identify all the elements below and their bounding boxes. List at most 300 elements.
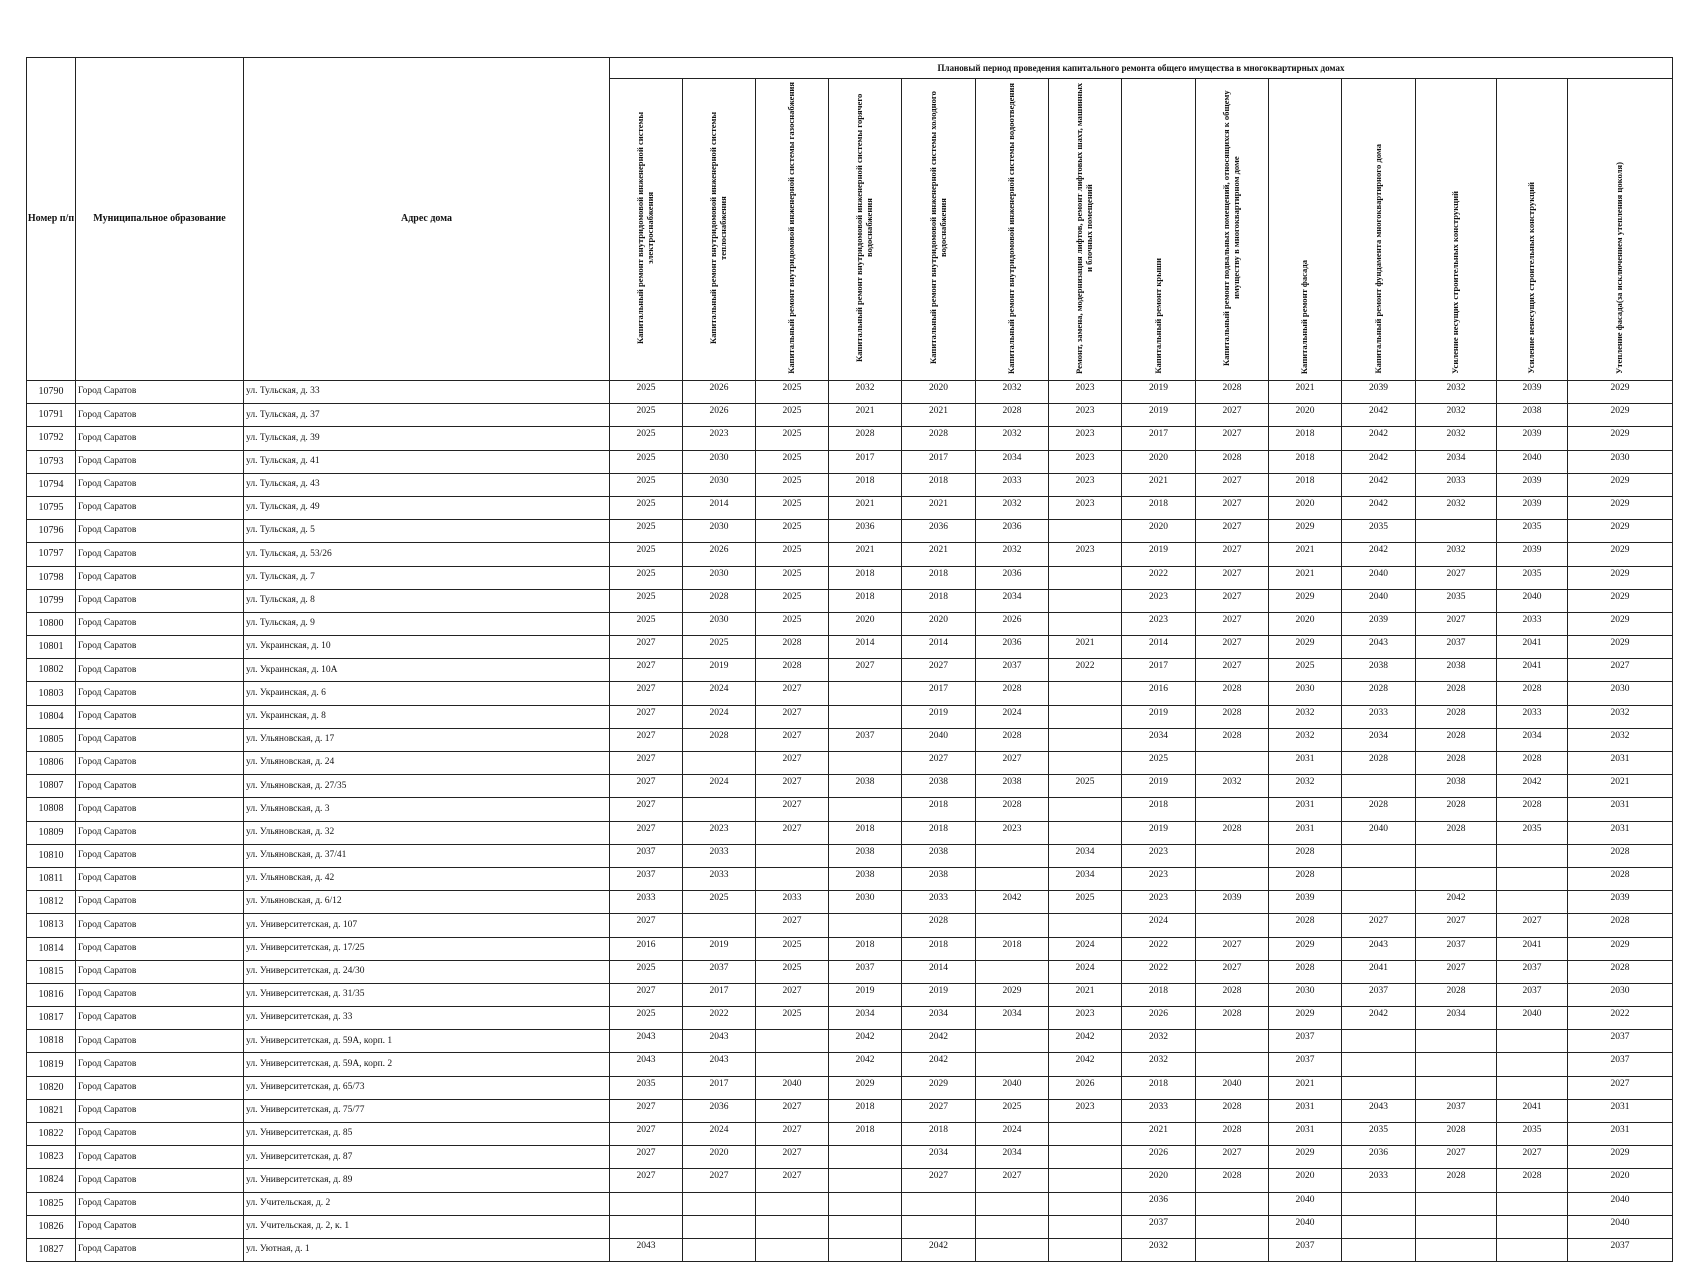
row-year-cell: 2027 — [1497, 914, 1568, 937]
row-year-cell: 2018 — [1269, 450, 1342, 473]
row-year-cell: 2022 — [1568, 1007, 1673, 1030]
row-year-cell: 2038 — [902, 867, 976, 890]
row-year-cell — [1049, 520, 1122, 543]
row-year-cell: 2037 — [1416, 1099, 1497, 1122]
row-year-cell: 2020 — [1269, 404, 1342, 427]
row-year-cell: 2033 — [1497, 705, 1568, 728]
row-year-cell: 2017 — [829, 450, 902, 473]
table-row — [27, 381, 1673, 404]
row-year-cell: 2027 — [756, 914, 829, 937]
row-municipality: Город Саратов — [76, 520, 244, 543]
row-year-cell — [829, 705, 902, 728]
table-row — [27, 543, 1673, 566]
row-municipality: Город Саратов — [76, 960, 244, 983]
row-year-cell: 2032 — [1269, 705, 1342, 728]
row-year-cell: 2033 — [976, 473, 1049, 496]
row-number: 10824 — [27, 1169, 76, 1192]
row-year-cell — [756, 1053, 829, 1076]
row-year-cell: 2033 — [1342, 705, 1416, 728]
row-year-cell — [829, 682, 902, 705]
row-address: ул. Тульская, д. 43 — [244, 473, 610, 496]
row-year-cell: 2027 — [610, 1169, 683, 1192]
row-year-cell: 2018 — [902, 821, 976, 844]
row-year-cell: 2043 — [683, 1030, 756, 1053]
row-year-cell — [1049, 1169, 1122, 1192]
row-year-cell: 2028 — [1568, 867, 1673, 890]
row-year-cell: 2029 — [829, 1076, 902, 1099]
row-year-cell: 2029 — [1568, 612, 1673, 635]
row-number: 10803 — [27, 682, 76, 705]
row-year-cell: 2026 — [683, 543, 756, 566]
table-row — [27, 844, 1673, 867]
row-year-cell: 2042 — [902, 1030, 976, 1053]
row-year-cell: 2033 — [1497, 612, 1568, 635]
row-year-cell: 2033 — [1342, 1169, 1416, 1192]
row-municipality: Город Саратов — [76, 891, 244, 914]
row-year-cell — [1342, 844, 1416, 867]
row-municipality: Город Саратов — [76, 1053, 244, 1076]
row-year-cell: 2026 — [683, 381, 756, 404]
row-number: 10794 — [27, 473, 76, 496]
row-year-cell: 2020 — [1122, 450, 1196, 473]
col-header-work-type — [610, 79, 683, 381]
row-year-cell: 2025 — [610, 566, 683, 589]
row-year-cell: 2029 — [1568, 496, 1673, 519]
row-year-cell: 2028 — [976, 404, 1049, 427]
row-year-cell: 2028 — [976, 728, 1049, 751]
row-year-cell: 2028 — [1196, 983, 1269, 1006]
row-year-cell: 2018 — [976, 937, 1049, 960]
row-year-cell — [1049, 914, 1122, 937]
table-row — [27, 914, 1673, 937]
row-municipality: Город Саратов — [76, 381, 244, 404]
row-year-cell: 2030 — [683, 612, 756, 635]
row-year-cell: 2027 — [1568, 659, 1673, 682]
row-year-cell: 2023 — [1122, 844, 1196, 867]
row-number: 10797 — [27, 543, 76, 566]
row-year-cell: 2023 — [1122, 867, 1196, 890]
row-year-cell — [1196, 752, 1269, 775]
row-year-cell — [1416, 1192, 1497, 1215]
row-year-cell: 2029 — [1568, 1146, 1673, 1169]
row-year-cell: 2037 — [1568, 1053, 1673, 1076]
row-year-cell: 2026 — [1049, 1076, 1122, 1099]
row-year-cell: 2024 — [683, 1123, 756, 1146]
row-year-cell: 2028 — [829, 427, 902, 450]
row-year-cell: 2021 — [1049, 636, 1122, 659]
row-year-cell: 2036 — [1342, 1146, 1416, 1169]
row-number: 10791 — [27, 404, 76, 427]
row-year-cell: 2025 — [756, 589, 829, 612]
row-year-cell: 2017 — [683, 983, 756, 1006]
row-year-cell: 2018 — [829, 1123, 902, 1146]
row-year-cell: 2024 — [1049, 937, 1122, 960]
work-type-label: Капитальный ремонт внутридомовой инженерной системы электроснабжения — [635, 111, 655, 345]
row-year-cell: 2019 — [902, 983, 976, 1006]
row-year-cell: 2043 — [610, 1053, 683, 1076]
row-year-cell: 2027 — [756, 1123, 829, 1146]
row-year-cell — [976, 1192, 1049, 1215]
row-year-cell: 2037 — [1342, 983, 1416, 1006]
row-year-cell: 2027 — [756, 821, 829, 844]
row-year-cell — [1342, 1215, 1416, 1238]
row-year-cell: 2027 — [610, 983, 683, 1006]
col-header-work-type — [1342, 79, 1416, 381]
row-year-cell: 2023 — [683, 821, 756, 844]
row-year-cell: 2040 — [756, 1076, 829, 1099]
row-address: ул. Тульская, д. 53/26 — [244, 543, 610, 566]
row-year-cell: 2028 — [1342, 752, 1416, 775]
row-year-cell: 2027 — [610, 914, 683, 937]
row-year-cell: 2018 — [829, 589, 902, 612]
row-address: ул. Украинская, д. 6 — [244, 682, 610, 705]
row-year-cell: 2027 — [1416, 612, 1497, 635]
row-year-cell: 2019 — [902, 705, 976, 728]
row-year-cell: 2042 — [829, 1030, 902, 1053]
row-number: 10816 — [27, 983, 76, 1006]
row-year-cell: 2031 — [1269, 821, 1342, 844]
row-year-cell: 2024 — [683, 775, 756, 798]
row-year-cell: 2027 — [1196, 960, 1269, 983]
row-year-cell: 2020 — [1269, 496, 1342, 519]
row-year-cell: 2033 — [902, 891, 976, 914]
row-year-cell: 2025 — [756, 381, 829, 404]
row-year-cell: 2041 — [1497, 636, 1568, 659]
row-year-cell: 2036 — [976, 520, 1049, 543]
table-row — [27, 728, 1673, 751]
row-year-cell: 2020 — [902, 612, 976, 635]
row-number: 10822 — [27, 1123, 76, 1146]
row-year-cell: 2027 — [1196, 636, 1269, 659]
row-address: ул. Ульяновская, д. 37/41 — [244, 844, 610, 867]
row-year-cell: 2019 — [1122, 381, 1196, 404]
row-year-cell — [683, 798, 756, 821]
table-row — [27, 450, 1673, 473]
row-year-cell: 2021 — [829, 496, 902, 519]
row-year-cell: 2028 — [1196, 1123, 1269, 1146]
row-year-cell: 2037 — [829, 960, 902, 983]
row-year-cell: 2038 — [902, 775, 976, 798]
row-number: 10790 — [27, 381, 76, 404]
row-year-cell: 2033 — [683, 867, 756, 890]
row-year-cell: 2025 — [756, 612, 829, 635]
row-year-cell: 2038 — [976, 775, 1049, 798]
row-year-cell: 2034 — [976, 589, 1049, 612]
row-year-cell: 2037 — [1416, 636, 1497, 659]
row-year-cell: 2018 — [1122, 798, 1196, 821]
row-number: 10812 — [27, 891, 76, 914]
row-year-cell: 2028 — [1416, 682, 1497, 705]
row-year-cell — [683, 1215, 756, 1238]
table-row — [27, 1169, 1673, 1192]
row-year-cell: 2038 — [829, 775, 902, 798]
row-year-cell — [683, 1238, 756, 1261]
row-year-cell: 2029 — [1568, 520, 1673, 543]
row-year-cell: 2023 — [1049, 381, 1122, 404]
table-row — [27, 937, 1673, 960]
row-address: ул. Ульяновская, д. 27/35 — [244, 775, 610, 798]
row-year-cell: 2028 — [1196, 450, 1269, 473]
row-year-cell: 2032 — [1416, 496, 1497, 519]
row-year-cell: 2018 — [1122, 1076, 1196, 1099]
row-year-cell — [1497, 1030, 1568, 1053]
work-type-label: Капитальный ремонт внутридомовой инженерной системы горячего водоснабжения — [854, 93, 874, 363]
table-row — [27, 496, 1673, 519]
row-year-cell — [976, 1215, 1049, 1238]
row-year-cell — [1342, 1053, 1416, 1076]
row-address: ул. Учительская, д. 2, к. 1 — [244, 1215, 610, 1238]
table-row — [27, 1123, 1673, 1146]
row-year-cell: 2020 — [683, 1146, 756, 1169]
row-year-cell: 2016 — [610, 937, 683, 960]
table-row — [27, 1238, 1673, 1261]
row-year-cell: 2029 — [1568, 381, 1673, 404]
row-year-cell: 2043 — [610, 1238, 683, 1261]
row-year-cell — [829, 1238, 902, 1261]
row-year-cell: 2040 — [1342, 566, 1416, 589]
row-number: 10827 — [27, 1238, 76, 1261]
row-year-cell: 2041 — [1497, 659, 1568, 682]
row-address: ул. Ульяновская, д. 32 — [244, 821, 610, 844]
row-year-cell: 2035 — [1497, 566, 1568, 589]
row-year-cell: 2028 — [1568, 914, 1673, 937]
row-year-cell: 2042 — [976, 891, 1049, 914]
table-row — [27, 752, 1673, 775]
row-municipality: Город Саратов — [76, 1215, 244, 1238]
row-year-cell: 2037 — [1568, 1238, 1673, 1261]
row-year-cell: 2018 — [1269, 427, 1342, 450]
row-year-cell — [1196, 1053, 1269, 1076]
row-address: ул. Университетская, д. 24/30 — [244, 960, 610, 983]
row-year-cell: 2027 — [756, 1099, 829, 1122]
row-municipality: Город Саратов — [76, 473, 244, 496]
row-year-cell: 2025 — [610, 520, 683, 543]
row-year-cell: 2024 — [976, 705, 1049, 728]
row-year-cell: 2029 — [1269, 589, 1342, 612]
row-year-cell: 2014 — [683, 496, 756, 519]
row-year-cell: 2039 — [1497, 496, 1568, 519]
col-header-work-type — [683, 79, 756, 381]
row-year-cell: 2033 — [683, 844, 756, 867]
row-year-cell: 2042 — [902, 1238, 976, 1261]
row-year-cell: 2021 — [1269, 381, 1342, 404]
row-year-cell: 2023 — [1049, 427, 1122, 450]
row-year-cell: 2028 — [756, 659, 829, 682]
row-municipality: Город Саратов — [76, 589, 244, 612]
work-type-label: Капитальный ремонт внутридомовой инженерной системы холодного водоснабжения — [927, 91, 948, 365]
row-number: 10804 — [27, 705, 76, 728]
row-year-cell: 2018 — [829, 937, 902, 960]
row-year-cell: 2022 — [683, 1007, 756, 1030]
col-header-work-type — [756, 79, 829, 381]
row-year-cell: 2034 — [1416, 450, 1497, 473]
row-year-cell — [1049, 612, 1122, 635]
row-year-cell: 2027 — [1196, 496, 1269, 519]
row-year-cell: 2036 — [683, 1099, 756, 1122]
row-year-cell — [1049, 1123, 1122, 1146]
row-number: 10815 — [27, 960, 76, 983]
row-year-cell: 2025 — [756, 496, 829, 519]
row-address: ул. Тульская, д. 33 — [244, 381, 610, 404]
row-year-cell: 2028 — [1196, 682, 1269, 705]
row-address: ул. Тульская, д. 5 — [244, 520, 610, 543]
row-number: 10826 — [27, 1215, 76, 1238]
row-municipality: Город Саратов — [76, 404, 244, 427]
row-year-cell: 2028 — [1269, 960, 1342, 983]
row-municipality: Город Саратов — [76, 752, 244, 775]
row-year-cell: 2033 — [610, 891, 683, 914]
row-year-cell: 2024 — [683, 682, 756, 705]
row-municipality: Город Саратов — [76, 1192, 244, 1215]
capital-repair-schedule-sheet — [26, 57, 1673, 1262]
row-year-cell: 2018 — [829, 473, 902, 496]
row-address: ул. Тульская, д. 8 — [244, 589, 610, 612]
row-year-cell: 2025 — [610, 589, 683, 612]
col-header-work-type — [902, 79, 976, 381]
row-year-cell: 2038 — [902, 844, 976, 867]
row-year-cell: 2043 — [610, 1030, 683, 1053]
row-year-cell: 2035 — [1497, 520, 1568, 543]
row-year-cell: 2032 — [1568, 728, 1673, 751]
row-year-cell: 2024 — [976, 1123, 1049, 1146]
row-year-cell — [976, 1238, 1049, 1261]
row-year-cell: 2032 — [1269, 728, 1342, 751]
row-year-cell: 2019 — [1122, 821, 1196, 844]
row-year-cell: 2027 — [902, 752, 976, 775]
table-body — [27, 381, 1673, 1262]
row-year-cell: 2028 — [1416, 752, 1497, 775]
row-year-cell — [1196, 914, 1269, 937]
row-year-cell: 2039 — [1497, 381, 1568, 404]
row-municipality: Город Саратов — [76, 844, 244, 867]
row-year-cell: 2025 — [610, 404, 683, 427]
row-year-cell: 2027 — [610, 1123, 683, 1146]
row-year-cell — [1196, 1238, 1269, 1261]
row-year-cell: 2027 — [610, 705, 683, 728]
work-type-label: Капитальный ремонт фундамента многоквартирного дома — [1372, 144, 1383, 374]
row-year-cell: 2025 — [976, 1099, 1049, 1122]
row-year-cell: 2020 — [902, 381, 976, 404]
row-year-cell — [756, 867, 829, 890]
row-address: ул. Университетская, д. 85 — [244, 1123, 610, 1146]
row-year-cell: 2040 — [1196, 1076, 1269, 1099]
work-type-label: Капитальный ремонт внутридомовой инженерной системы теплоснабжения — [708, 111, 728, 345]
row-municipality: Город Саратов — [76, 821, 244, 844]
row-year-cell: 2034 — [976, 450, 1049, 473]
row-year-cell: 2034 — [1049, 844, 1122, 867]
row-year-cell — [1049, 566, 1122, 589]
row-year-cell: 2027 — [902, 659, 976, 682]
row-year-cell — [902, 1192, 976, 1215]
row-year-cell: 2017 — [902, 450, 976, 473]
row-year-cell: 2034 — [829, 1007, 902, 1030]
row-year-cell: 2028 — [1497, 1169, 1568, 1192]
row-year-cell: 2035 — [1342, 520, 1416, 543]
table-row — [27, 473, 1673, 496]
row-year-cell: 2039 — [1342, 612, 1416, 635]
row-year-cell — [1416, 1215, 1497, 1238]
row-year-cell — [1049, 589, 1122, 612]
row-year-cell: 2028 — [1196, 1169, 1269, 1192]
row-year-cell: 2028 — [1342, 682, 1416, 705]
row-year-cell: 2037 — [1416, 937, 1497, 960]
row-number: 10793 — [27, 450, 76, 473]
row-year-cell: 2037 — [1269, 1053, 1342, 1076]
row-year-cell: 2027 — [1497, 1146, 1568, 1169]
row-year-cell: 2027 — [756, 983, 829, 1006]
row-year-cell: 2018 — [1122, 983, 1196, 1006]
row-year-cell — [1049, 1192, 1122, 1215]
row-year-cell: 2029 — [1568, 473, 1673, 496]
row-year-cell — [1049, 728, 1122, 751]
work-type-label: Капитальный ремонт крыши — [1152, 258, 1163, 374]
row-year-cell: 2036 — [976, 566, 1049, 589]
row-year-cell: 2025 — [610, 1007, 683, 1030]
row-year-cell: 2025 — [610, 450, 683, 473]
row-year-cell: 2042 — [1049, 1053, 1122, 1076]
row-number: 10802 — [27, 659, 76, 682]
row-year-cell: 2030 — [683, 566, 756, 589]
row-municipality: Город Саратов — [76, 636, 244, 659]
row-address: ул. Университетская, д. 17/25 — [244, 937, 610, 960]
row-year-cell: 2029 — [1568, 543, 1673, 566]
row-year-cell: 2027 — [756, 682, 829, 705]
row-year-cell: 2025 — [610, 960, 683, 983]
row-year-cell: 2032 — [1269, 775, 1342, 798]
row-year-cell: 2030 — [1269, 983, 1342, 1006]
table-row — [27, 821, 1673, 844]
row-year-cell: 2027 — [610, 752, 683, 775]
row-year-cell: 2029 — [976, 983, 1049, 1006]
row-year-cell — [1196, 798, 1269, 821]
row-year-cell: 2021 — [902, 496, 976, 519]
row-year-cell: 2039 — [1497, 543, 1568, 566]
row-year-cell: 2030 — [1568, 450, 1673, 473]
row-year-cell: 2037 — [610, 844, 683, 867]
row-year-cell — [1196, 1030, 1269, 1053]
row-number: 10821 — [27, 1099, 76, 1122]
row-year-cell: 2028 — [756, 636, 829, 659]
row-year-cell: 2017 — [902, 682, 976, 705]
row-year-cell: 2027 — [610, 728, 683, 751]
row-municipality: Город Саратов — [76, 728, 244, 751]
row-year-cell: 2037 — [976, 659, 1049, 682]
row-year-cell: 2027 — [610, 682, 683, 705]
row-year-cell: 2028 — [1416, 821, 1497, 844]
row-year-cell: 2042 — [1342, 473, 1416, 496]
row-year-cell: 2040 — [902, 728, 976, 751]
row-year-cell: 2036 — [976, 636, 1049, 659]
row-year-cell: 2023 — [1122, 612, 1196, 635]
row-year-cell: 2038 — [1342, 659, 1416, 682]
row-year-cell: 2014 — [902, 960, 976, 983]
row-year-cell — [1416, 1076, 1497, 1099]
table-row — [27, 682, 1673, 705]
row-year-cell: 2023 — [1049, 496, 1122, 519]
row-year-cell: 2025 — [756, 450, 829, 473]
row-year-cell: 2030 — [1568, 983, 1673, 1006]
row-year-cell — [1497, 1192, 1568, 1215]
row-year-cell: 2025 — [610, 496, 683, 519]
row-year-cell — [829, 798, 902, 821]
row-year-cell — [683, 1192, 756, 1215]
row-year-cell: 2027 — [1196, 473, 1269, 496]
row-year-cell: 2025 — [756, 960, 829, 983]
row-year-cell: 2017 — [1122, 659, 1196, 682]
row-number: 10819 — [27, 1053, 76, 1076]
row-year-cell: 2025 — [1049, 891, 1122, 914]
col-header-work-type — [1269, 79, 1342, 381]
